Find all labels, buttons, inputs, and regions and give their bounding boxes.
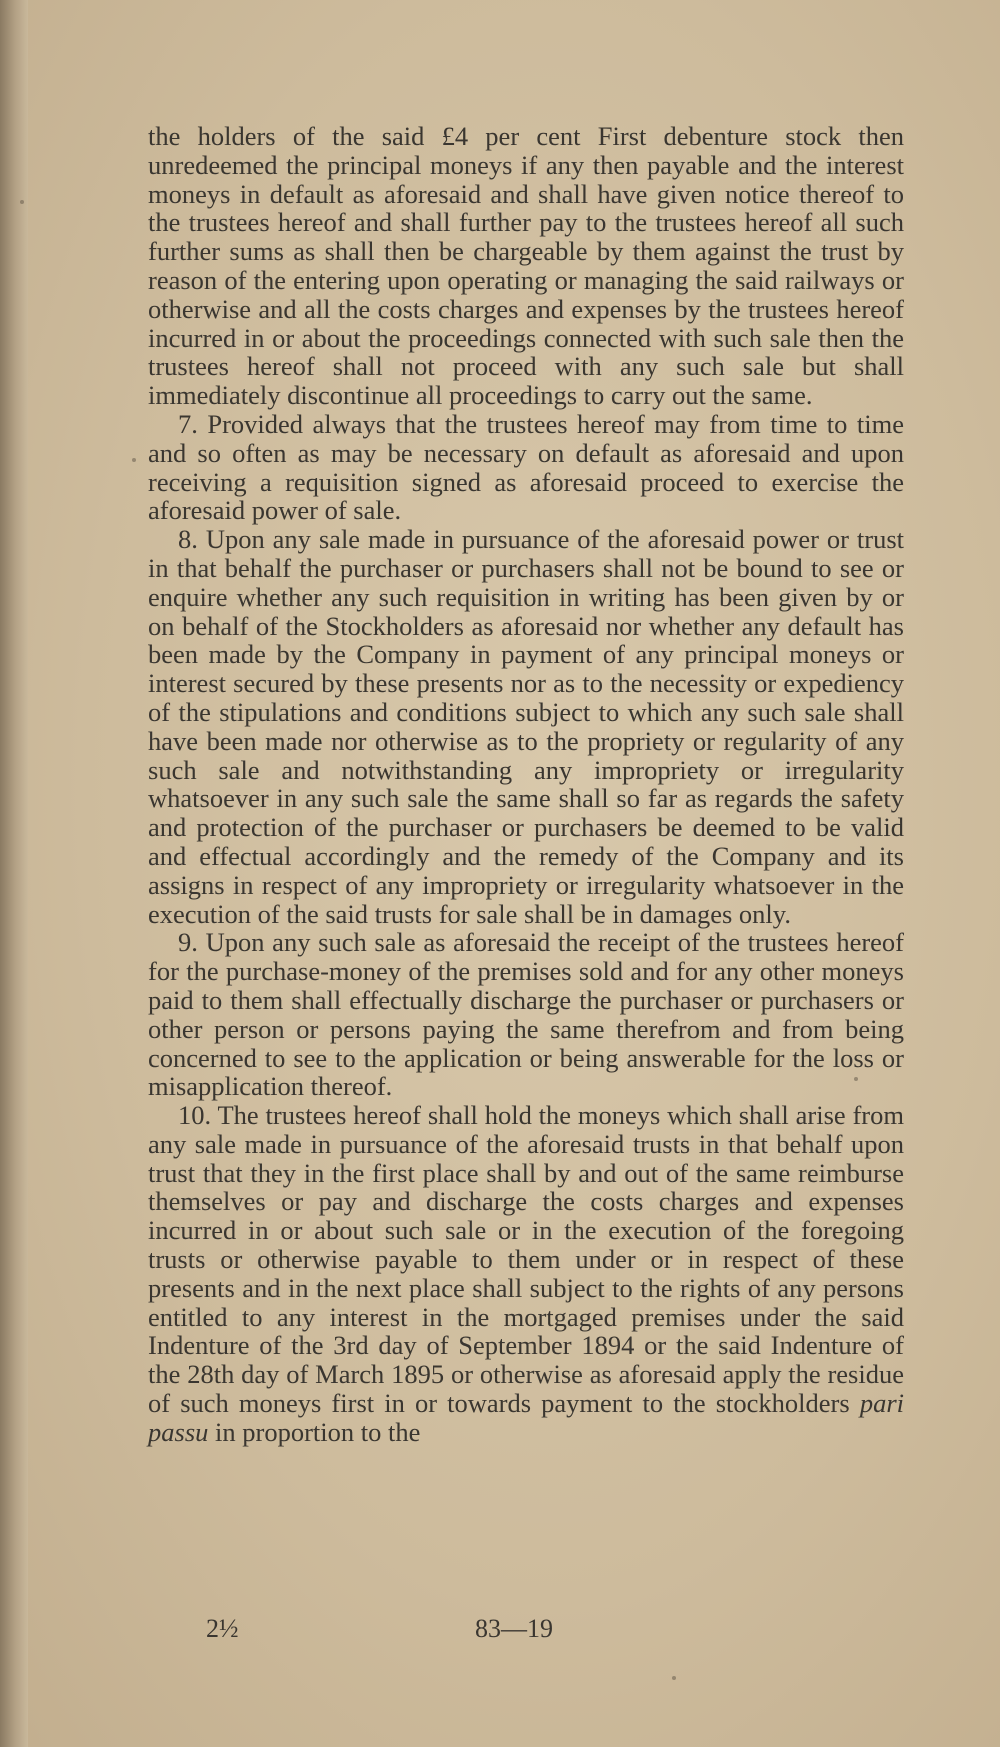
binding-shadow [0,0,28,1747]
body-text [148,122,904,1447]
paragraph-9: 9. Upon any such sale as aforesaid the receipt of the trustees hereof for the purchase-money of the premises sold and for any other moneys paid to them shall effectually discharge the purchaser or purchasers or other person or persons paying the same therefrom and from being concerned to see to the application or being answerable for the loss or misapplication thereof. [148,927,904,1102]
signature-mark: 2½ [206,1614,239,1643]
page-footer [0,1614,1000,1644]
paragraph-continuation: the holders of the said £4 per cent First debenture stock then unredeemed the principal moneys if any then payable and the interest moneys in default as aforesaid and shall have given notice thereof to the trustees hereof and shall further pay to the trustees hereof all such further sums as shall then be chargeable by them against the trust by reason of the entering upon operating or managing the said railways or otherwise and all the costs charges and expenses by the trustees hereof incurred in or about the proceedings connected with such sale then the trustees hereof shall not proceed with any such sale but shall immediately discontinue all proceedings to carry out the same. [148,121,904,411]
paragraph-10-text: 10. The trustees hereof shall hold the moneys which shall arise from any sale made in pursuance of the aforesaid trusts in that behalf upon trust that they in the first place shall by and out of the same reimburse themselves or pay and discharge the costs charges and expenses incurred in or about such sale or in the execution of the foregoing trusts or otherwise payable to them under or in respect of these presents and in the next place shall subject to the rights of any persons entitled to any interest in the mortgaged premises under the said Indenture of the 3rd day of September 1894 or the said Indenture of the 28th day of March 1895 or otherwise as aforesaid apply the residue of such moneys first in or towards payment to the stockholders [148,1100,904,1419]
paragraph-7: 7. Provided always that the trustees hereof may from time to time and so often as may be necessary on default as aforesaid and upon receiving a requisition signed as aforesaid proceed to exercise the aforesaid power of sale. [148,408,904,526]
paragraph-10 [148,1101,904,1447]
paper-speck [20,200,24,204]
paragraph-10-italic: pari passu [148,1388,904,1447]
paragraph-8: 8. Upon any sale made in pursuance of the aforesaid power or trust in that behalf the purchaser or purchasers shall not be bound to see or enquire whether any such requisition in writing has been given by or on behalf of the Stockholders as aforesaid nor whether any default has been made by the Company in payment of any principal moneys or interest secured by these presents nor as to the necessity or expediency of the stipulations and conditions subject to which any such sale shall have been made nor otherwise as to the propriety or regularity of any such sale and notwithstanding any impropriety or irregularity whatsoever in any such sale the same shall so far as regards the safety and protection of the purchaser or purchasers be deemed to be valid and effectual accordingly and the remedy of the Company and its assigns in respect of any impropriety or irregularity whatsoever in the execution of the said trusts for sale shall be in damages only. [148,524,904,929]
folio-number: 83—19 [475,1614,553,1643]
paper-speck [854,1077,858,1081]
paper-speck [672,1676,676,1680]
paper-speck [132,458,136,462]
paragraph-10-text-end: in proportion to the [208,1416,421,1447]
